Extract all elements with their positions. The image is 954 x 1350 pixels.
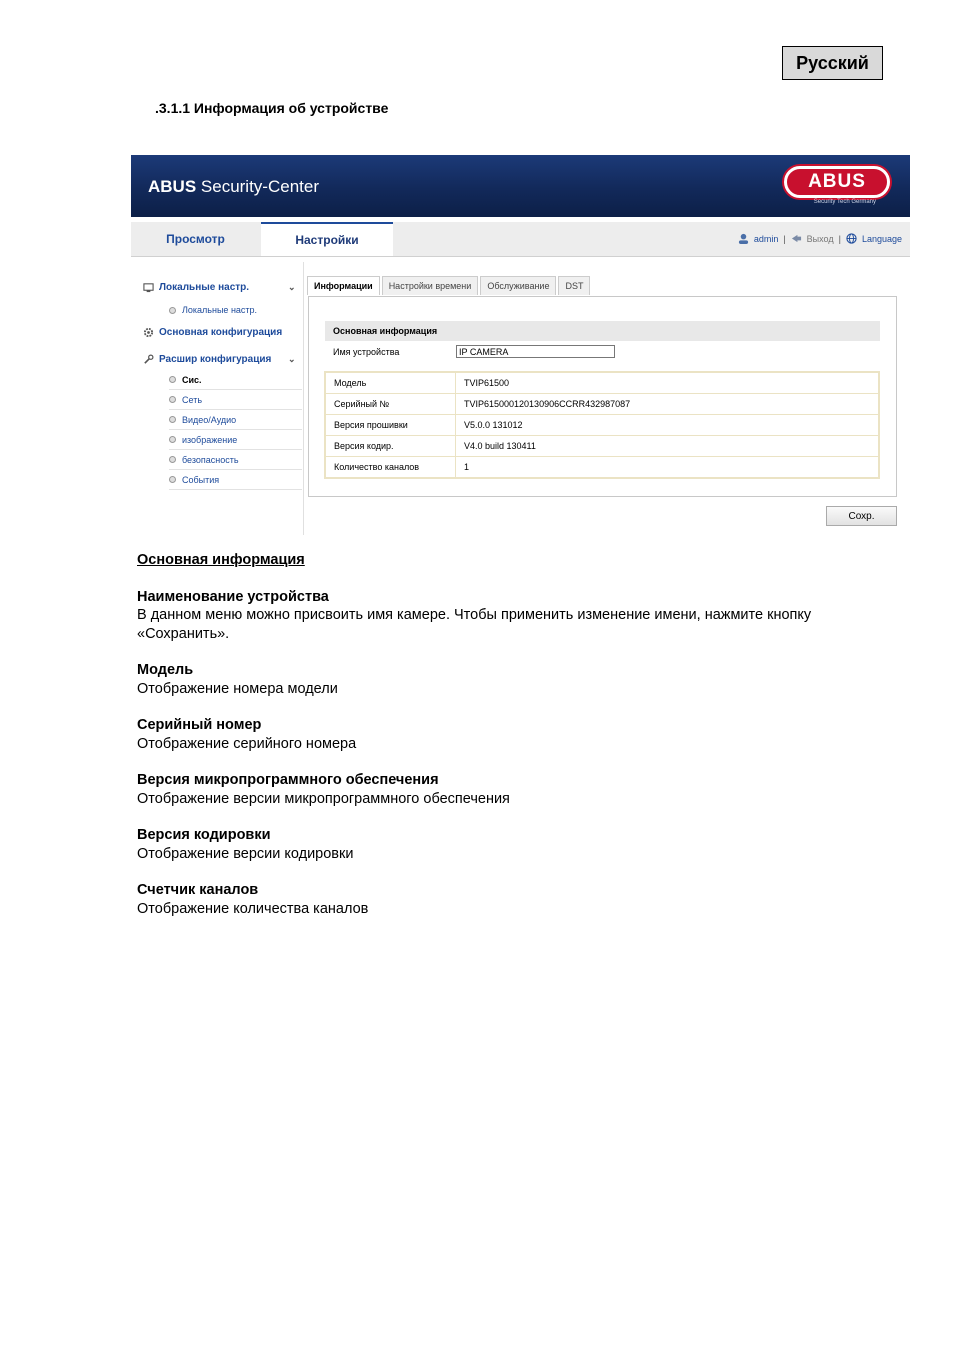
save-button[interactable]: Сохр. bbox=[826, 506, 897, 526]
doc-desc: Отображение серийного номера bbox=[137, 735, 357, 752]
table-row bbox=[325, 436, 879, 457]
wrench-icon bbox=[143, 354, 154, 365]
bullet-icon bbox=[169, 436, 176, 443]
language-link[interactable]: Language bbox=[861, 233, 902, 244]
sidebar-local-label: Локальные настр. bbox=[159, 282, 250, 293]
bullet-icon bbox=[169, 476, 176, 483]
tab-information[interactable]: Информации bbox=[307, 276, 380, 295]
bullet-icon bbox=[169, 396, 176, 403]
sidebar-item-label: Локальные настр. bbox=[182, 305, 258, 315]
user-name-link[interactable]: admin bbox=[753, 233, 779, 244]
table-row bbox=[325, 372, 879, 394]
section-heading: .3.1.1 Информация об устройстве bbox=[155, 100, 389, 116]
table-row bbox=[325, 457, 879, 479]
user-menu bbox=[738, 233, 902, 244]
separator: | bbox=[783, 233, 786, 244]
sidebar-item-label: Сис. bbox=[182, 374, 202, 385]
monitor-icon bbox=[143, 282, 154, 293]
sidebar-item-label: изображение bbox=[182, 434, 238, 445]
sidebar-item-video-audio[interactable] bbox=[169, 410, 302, 430]
panel-heading: Основная информация bbox=[325, 321, 880, 341]
sidebar-basic-config[interactable] bbox=[143, 327, 282, 338]
tab-dst[interactable]: DST bbox=[558, 276, 590, 295]
row-label: Количество каналов bbox=[325, 457, 456, 479]
doc-desc: Отображение количества каналов bbox=[137, 900, 369, 917]
chevron-down-icon: ⌄ bbox=[288, 354, 296, 364]
doc-desc: Отображение номера модели bbox=[137, 680, 338, 697]
document-body bbox=[137, 551, 897, 918]
row-value: TVIP615000120130906CCRR432987087 bbox=[456, 394, 880, 415]
logout-icon bbox=[791, 233, 802, 244]
doc-term: Счетчик каналов bbox=[137, 882, 259, 898]
device-info-table bbox=[324, 371, 880, 479]
sidebar-item-security[interactable] bbox=[169, 450, 302, 470]
doc-term: Версия микропрограммного обеспечения bbox=[137, 772, 439, 788]
bullet-icon bbox=[169, 416, 176, 423]
sidebar-item-events[interactable] bbox=[169, 470, 302, 490]
doc-desc: Отображение версии кодировки bbox=[137, 845, 354, 862]
sidebar-local-config[interactable] bbox=[143, 282, 296, 293]
row-value: V4.0 build 130411 bbox=[456, 436, 880, 457]
tab-settings[interactable]: Настройки bbox=[261, 222, 393, 256]
language-badge: Русский bbox=[782, 46, 883, 80]
info-panel bbox=[308, 296, 897, 497]
doc-term: Серийный номер bbox=[137, 717, 262, 733]
row-value: 1 bbox=[456, 457, 880, 479]
row-label: Версия кодир. bbox=[325, 436, 456, 457]
row-value: TVIP61500 bbox=[456, 372, 880, 394]
settings-sidebar bbox=[131, 262, 304, 535]
tab-live-view[interactable]: Просмотр bbox=[166, 232, 225, 246]
doc-desc: Отображение версии микропрограммного обеспечения bbox=[137, 790, 510, 807]
row-label: Версия прошивки bbox=[325, 415, 456, 436]
sidebar-item-label: События bbox=[182, 474, 220, 485]
sidebar-item-label: Сеть bbox=[182, 394, 203, 405]
device-name-label: Имя устройства bbox=[333, 347, 400, 357]
globe-icon bbox=[846, 233, 857, 244]
sub-tabs bbox=[307, 276, 590, 295]
row-value: V5.0.0 131012 bbox=[456, 415, 880, 436]
logout-link[interactable]: Выход bbox=[806, 233, 834, 244]
doc-heading: Основная информация bbox=[137, 552, 305, 568]
table-row bbox=[325, 415, 879, 436]
tab-maintenance[interactable]: Обслуживание bbox=[480, 276, 556, 295]
sidebar-item-image[interactable] bbox=[169, 430, 302, 450]
bullet-icon bbox=[169, 376, 176, 383]
sidebar-advanced-config[interactable] bbox=[143, 354, 296, 365]
bullet-icon bbox=[169, 307, 176, 314]
separator: | bbox=[838, 233, 841, 244]
row-label: Серийный № bbox=[325, 394, 456, 415]
logo-subtitle: Security Tech Germany bbox=[813, 199, 876, 205]
sidebar-advanced-label: Расшир конфигурация bbox=[159, 354, 272, 365]
sidebar-item-system[interactable] bbox=[169, 370, 302, 390]
app-banner bbox=[131, 155, 910, 217]
top-navbar bbox=[131, 222, 910, 257]
abus-logo: ABUS bbox=[784, 166, 890, 198]
row-label: Модель bbox=[325, 372, 456, 394]
camera-web-ui-screenshot bbox=[131, 155, 910, 535]
tab-time-settings[interactable]: Настройки времени bbox=[382, 276, 479, 295]
user-icon bbox=[738, 233, 749, 244]
bullet-icon bbox=[169, 456, 176, 463]
chevron-down-icon: ⌄ bbox=[288, 282, 296, 292]
table-row bbox=[325, 394, 879, 415]
doc-desc: В данном меню можно присвоить имя камере. Чтобы применить изменение имени, нажмите кнопку «Сохранить». bbox=[137, 607, 812, 642]
sidebar-item-label: безопасность bbox=[182, 454, 239, 465]
doc-term: Версия кодировки bbox=[137, 827, 271, 843]
app-title: ABUS Security-Center bbox=[148, 177, 319, 196]
doc-term: Наименование устройства bbox=[137, 588, 329, 605]
sidebar-basic-label: Основная конфигурация bbox=[159, 327, 283, 338]
sidebar-item-network[interactable] bbox=[169, 390, 302, 410]
device-name-input[interactable] bbox=[456, 345, 615, 358]
gear-icon bbox=[143, 327, 154, 338]
sidebar-item-local[interactable] bbox=[169, 300, 302, 320]
sidebar-item-label: Видео/Аудио bbox=[182, 414, 237, 425]
doc-term: Модель bbox=[137, 662, 194, 678]
